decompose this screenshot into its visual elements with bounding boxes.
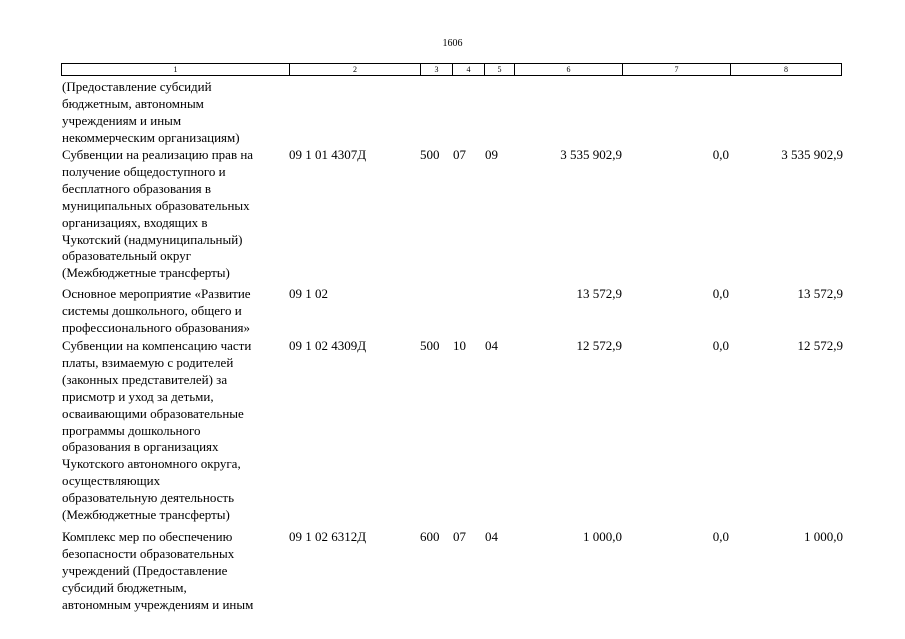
header-col-5: 5 xyxy=(485,64,515,75)
header-col-3: 3 xyxy=(421,64,453,75)
row-description: Субвенции на реализацию прав на получение общедоступного и бесплатного образования в муниципальных образовательных организациях, входящих в Чукотский (надмуниципальный) образовательный округ (Межбюджетные трансферты) xyxy=(62,147,254,281)
row-col-4: 10 xyxy=(453,338,466,353)
header-col-1: 1 xyxy=(62,64,290,75)
row-description: (Предоставление субсидий бюджетным, автономным учреждениям и иным некоммерческим организациям) xyxy=(62,79,240,145)
row-col-3: 500 xyxy=(420,147,440,162)
row-col-6: 3 535 902,9 xyxy=(560,147,622,162)
row-description: Субвенции на компенсацию части платы, взимаемую с родителей (законных представителей) за присмотр и уход за детьми, осваивающими образовательные программы дошкольного образования в организациях Чукотского автономного округа, осуществляющих образовательную деятельность (Межбюджетные трансферты) xyxy=(62,338,252,523)
row-col-4: 07 xyxy=(453,529,466,544)
row-col-7: 0,0 xyxy=(712,338,729,353)
row-col-6: 1 000,0 xyxy=(583,529,622,544)
row-col-7: 0,0 xyxy=(712,286,729,301)
row-col-5: 09 xyxy=(485,147,498,162)
row-col-8: 13 572,9 xyxy=(797,286,843,301)
row-code: 09 1 02 xyxy=(289,286,328,301)
table-header xyxy=(61,63,842,76)
row-code: 09 1 02 6312Д xyxy=(289,529,367,544)
row-description: Комплекс мер по обеспечению безопасности образовательных учреждений (Предоставление субсидий бюджетным, автономным учреждениям и иным xyxy=(62,529,254,612)
header-col-2: 2 xyxy=(290,64,421,75)
row-code: 09 1 02 4309Д xyxy=(289,338,367,353)
row-col-8: 12 572,9 xyxy=(797,338,843,353)
row-col-8: 3 535 902,9 xyxy=(781,147,843,162)
row-code: 09 1 01 4307Д xyxy=(289,147,367,162)
row-col-6: 12 572,9 xyxy=(576,338,622,353)
row-col-7: 0,0 xyxy=(712,147,729,162)
row-col-3: 500 xyxy=(420,338,440,353)
row-col-8: 1 000,0 xyxy=(804,529,843,544)
row-col-5: 04 xyxy=(485,338,498,353)
row-col-3: 600 xyxy=(420,529,440,544)
header-col-7: 7 xyxy=(623,64,731,75)
header-col-4: 4 xyxy=(453,64,485,75)
page-number: 1606 xyxy=(442,38,463,49)
header-col-8: 8 xyxy=(784,65,788,74)
row-description: Основное мероприятие «Развитие системы дошкольного, общего и профессионального образования» xyxy=(62,286,251,335)
header-col-6: 6 xyxy=(515,64,623,75)
row-col-7: 0,0 xyxy=(712,529,729,544)
row-col-6: 13 572,9 xyxy=(576,286,622,301)
row-col-5: 04 xyxy=(485,529,498,544)
row-col-4: 07 xyxy=(453,147,466,162)
